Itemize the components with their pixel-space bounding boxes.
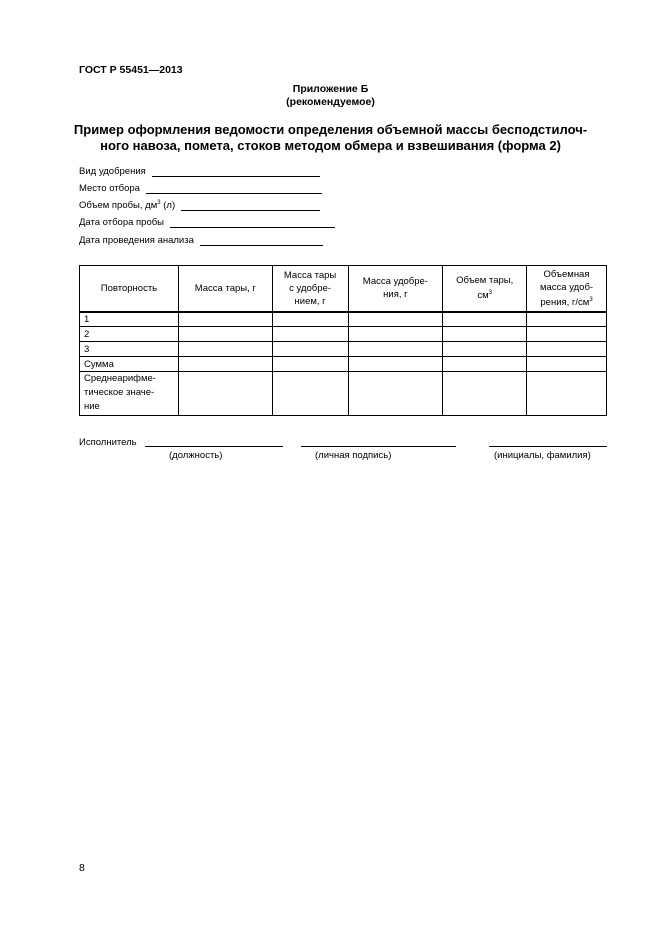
field-sampling-place-label: Место отбора [79, 183, 140, 194]
table-cell [178, 342, 272, 357]
field-analysis-date-line [200, 235, 323, 246]
table-header-row [80, 266, 607, 312]
header-tare-with-fertilizer: Масса тары с удобре- нием, г [272, 266, 348, 312]
table-cell [348, 312, 443, 327]
form-heading-line-1: Пример оформления ведомости определения объемной массы бесподстилоч- [73, 122, 588, 137]
table-cell [443, 372, 527, 416]
table-cell [443, 312, 527, 327]
table-cell [348, 372, 443, 416]
field-sampling-place-line [146, 183, 322, 194]
name-line [489, 446, 607, 447]
table-cell [272, 342, 348, 357]
field-sample-volume-label: Объем пробы, $дм^3$ (л) [79, 200, 176, 211]
header-repetition: Повторность [80, 266, 179, 312]
row-label: 2 [80, 327, 179, 342]
table-cell [178, 312, 272, 327]
table-cell [272, 327, 348, 342]
field-sample-volume-line [181, 200, 320, 211]
table-cell [527, 372, 607, 416]
table-cell [348, 327, 443, 342]
table-cell [443, 357, 527, 372]
form-heading [0, 122, 661, 154]
table-cell [178, 372, 272, 416]
executor-label: Исполнитель [79, 437, 137, 448]
field-analysis-date-label: Дата проведения анализа [79, 235, 194, 246]
appendix-subtitle: (рекомендуемое) [286, 96, 375, 108]
table-cell [348, 357, 443, 372]
field-fertilizer-type-line [152, 166, 320, 177]
table-cell [527, 357, 607, 372]
field-sampling-date [79, 217, 335, 228]
header-tare-mass: Масса тары, г [178, 266, 272, 312]
table-cell [178, 357, 272, 372]
header-tare-volume: Объем тары, $см^3$ [443, 266, 527, 312]
row-label: 3 [80, 342, 179, 357]
field-sampling-place [79, 183, 322, 194]
signature-caption: (личная подпись) [315, 450, 392, 461]
table-cell [272, 357, 348, 372]
table-cell [272, 372, 348, 416]
field-analysis-date [79, 235, 323, 246]
measurement-table [79, 265, 607, 416]
field-sampling-date-label: Дата отбора пробы [79, 217, 165, 228]
table-cell [527, 312, 607, 327]
document-code: ГОСТ Р 55451—2013 [79, 64, 183, 76]
position-line [145, 446, 283, 447]
row-label: 1 [80, 312, 179, 327]
table-row [80, 342, 607, 357]
table-cell [348, 342, 443, 357]
row-label-average: Среднеарифме- тическое значе- ние [80, 372, 179, 416]
form-heading-line-2: ного навоза, помета, стоков методом обмера и взвешивания (форма 2) [100, 138, 561, 153]
signature-line [301, 446, 456, 447]
table-row-average [80, 372, 607, 416]
table-cell [527, 327, 607, 342]
header-bulk-density: Объемная масса удоб- рения, $г/см^3$ [527, 266, 607, 312]
field-fertilizer-type-label: Вид удобрения [79, 166, 146, 177]
name-caption: (инициалы, фамилия) [494, 450, 591, 461]
row-label: Сумма [80, 357, 179, 372]
table-row [80, 312, 607, 327]
header-fertilizer-mass: Масса удобре- ния, г [348, 266, 443, 312]
table-cell [443, 342, 527, 357]
table-cell [527, 342, 607, 357]
table-row [80, 357, 607, 372]
page-number: 8 [79, 862, 85, 874]
field-fertilizer-type [79, 166, 320, 177]
table-cell [272, 312, 348, 327]
position-caption: (должность) [169, 450, 223, 461]
table-cell [443, 327, 527, 342]
table-row [80, 327, 607, 342]
appendix-title: Приложение Б [292, 83, 369, 95]
field-sampling-date-line [170, 217, 335, 228]
table-cell [178, 327, 272, 342]
field-sample-volume [79, 200, 320, 211]
